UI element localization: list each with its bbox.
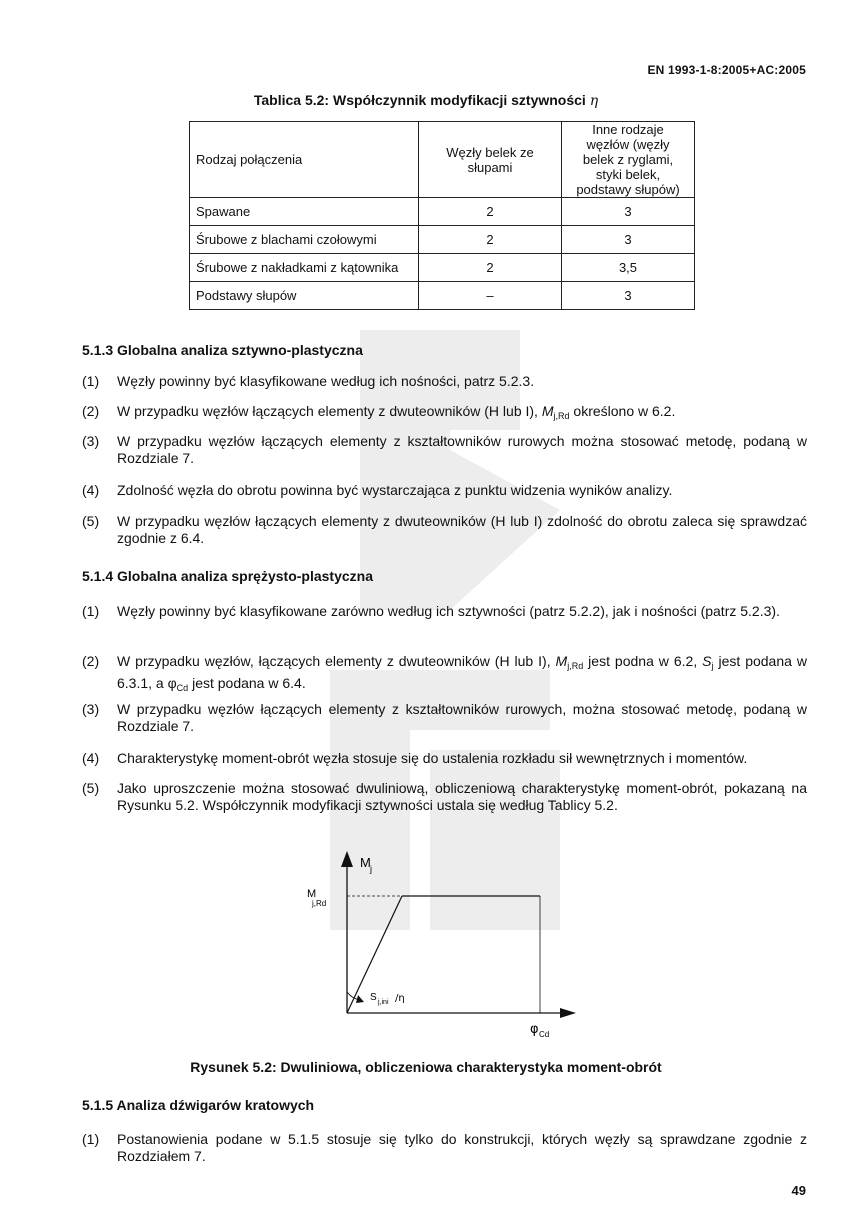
- moment-symbol: M: [541, 403, 554, 419]
- item-number: (1): [82, 373, 100, 389]
- table-header-cell: Inne rodzaje węzłów (węzły belek z ryglami, styki belek, podstawy słupów): [562, 122, 695, 198]
- item-number: (3): [82, 433, 100, 449]
- paragraph-text: W przypadku węzłów, łączących elementy z dwuteowników (H lub I),: [117, 653, 556, 669]
- table-header-row: [190, 122, 695, 198]
- table-cell: 3: [562, 282, 695, 310]
- table-caption-text: Tablica 5.2: Współczynnik modyfikacji sztywności: [253, 92, 586, 108]
- slope-arc-arrow: [356, 995, 364, 1003]
- item-number: (2): [82, 653, 100, 669]
- table-header-cell: Węzły belek ze słupami: [419, 122, 562, 198]
- paragraph-text: jest podana w 6.4.: [188, 675, 306, 691]
- slope-label: S: [370, 992, 377, 1003]
- page-number: 49: [791, 1183, 806, 1198]
- paragraph: Charakterystykę moment-obrót węzła stosuje się do ustalenia rozkładu sił wewnętrznych i momentów.: [117, 750, 748, 766]
- phi-axis-label: φ: [530, 1022, 539, 1037]
- table-cell: Spawane: [190, 198, 419, 226]
- table-cell: 2: [419, 226, 562, 254]
- table-cell: 3: [562, 198, 695, 226]
- moment-subscript: j,Rd: [567, 661, 584, 671]
- slope-eta-suffix: /η: [395, 993, 405, 1004]
- paragraph: Węzły powinny być klasyfikowane według ich nośności, patrz 5.2.3.: [117, 373, 535, 389]
- section-title-5-1-4: 5.1.4 Globalna analiza sprężysto-plastyczna: [82, 568, 373, 584]
- table-cell: 2: [419, 254, 562, 282]
- table-caption: [0, 92, 852, 109]
- paragraph: Jako uproszczenie można stosować dwuliniową, obliczeniową charakterystykę moment-obrót, pokazaną na Rysunku 5.2. Współczynnik modyfikacji sztywności ustala się według Tablicy 5.2.: [117, 780, 807, 813]
- slope-subscript: j,ini: [378, 999, 389, 1006]
- paragraph: W przypadku węzłów łączących elementy z dwuteowników (H lub I) zdolność do obrotu zaleca się sprawdzać zgodnie z 6.4.: [117, 513, 807, 546]
- item-number: (2): [82, 403, 100, 419]
- paragraph: W przypadku węzłów łączących elementy z kształtowników rurowych, można stosować metodę, podaną w Rozdziale 7.: [117, 701, 807, 734]
- table-cell: Podstawy słupów: [190, 282, 419, 310]
- stiffness-table: [189, 121, 695, 310]
- rotation-symbol: φ: [167, 675, 177, 691]
- paragraph: Węzły powinny być klasyfikowane zarówno według ich sztywności (patrz 5.2.2), jak i nośności (patrz 5.2.3).: [117, 603, 780, 619]
- table-row: [190, 254, 695, 282]
- stiffness-symbol: S: [702, 653, 712, 669]
- item-number: (4): [82, 482, 100, 498]
- table-header-cell: Rodzaj połączenia: [190, 122, 419, 198]
- paragraph: [117, 403, 807, 425]
- figure-caption: Rysunek 5.2: Dwuliniowa, obliczeniowa charakterystyka moment-obrót: [190, 1059, 662, 1075]
- section-title-5-1-3: 5.1.3 Globalna analiza sztywno-plastyczna: [82, 342, 363, 358]
- paragraph-text: jest podana w 6.3.1, a: [117, 653, 807, 691]
- item-number: (3): [82, 701, 100, 717]
- phi-axis-arrow: [560, 1008, 576, 1018]
- paragraph: [117, 653, 807, 697]
- item-number: (5): [82, 513, 100, 529]
- standard-id: EN 1993-1-8:2005+AC:2005: [647, 63, 806, 77]
- moment-level-subscript: j,Rd: [312, 899, 327, 908]
- m-axis-subscript: j: [370, 864, 372, 874]
- paragraph-text: określono w 6.2.: [569, 403, 676, 419]
- paragraph: Postanowienia podane w 5.1.5 stosuje się tylko do konstrukcji, których węzły są sprawdzane zgodnie z Rozdziałem 7.: [117, 1131, 807, 1164]
- stiffness-subscript: j: [711, 661, 714, 671]
- paragraph: Zdolność węzła do obrotu powinna być wystarczająca z punktu widzenia wyników analizy.: [117, 482, 673, 498]
- moment-subscript: j,Rd: [553, 411, 570, 421]
- table-cell: 3,5: [562, 254, 695, 282]
- m-axis-arrow: [341, 851, 353, 867]
- eta-symbol: η: [589, 93, 599, 109]
- item-number: (1): [82, 1131, 100, 1147]
- phi-axis-subscript: Cd: [539, 1030, 550, 1039]
- moment-rotation-diagram: [290, 845, 610, 1045]
- item-number: (4): [82, 750, 100, 766]
- section-title-5-1-5: 5.1.5 Analiza dźwigarów kratowych: [82, 1097, 315, 1113]
- paragraph: W przypadku węzłów łączących elementy z kształtowników rurowych można stosować metodę, podaną w Rozdziale 7.: [117, 433, 807, 466]
- item-number: (1): [82, 603, 100, 619]
- table-row: [190, 198, 695, 226]
- paragraph-text: jest podna w 6.2,: [583, 653, 703, 669]
- table-cell: 3: [562, 226, 695, 254]
- table-cell: Śrubowe z blachami czołowymi: [190, 226, 419, 254]
- table-cell: 2: [419, 198, 562, 226]
- m-axis-label: M: [360, 855, 371, 870]
- rotation-subscript: Cd: [176, 683, 189, 693]
- table-row: [190, 282, 695, 310]
- item-number: (5): [82, 780, 100, 796]
- moment-symbol: M: [555, 653, 568, 669]
- moment-level-label: M: [307, 888, 317, 900]
- table-cell: –: [419, 282, 562, 310]
- paragraph-text: W przypadku węzłów łączących elementy z dwuteowników (H lub I),: [117, 403, 542, 419]
- table-row: [190, 226, 695, 254]
- table-cell: Śrubowe z nakładkami z kątownika: [190, 254, 419, 282]
